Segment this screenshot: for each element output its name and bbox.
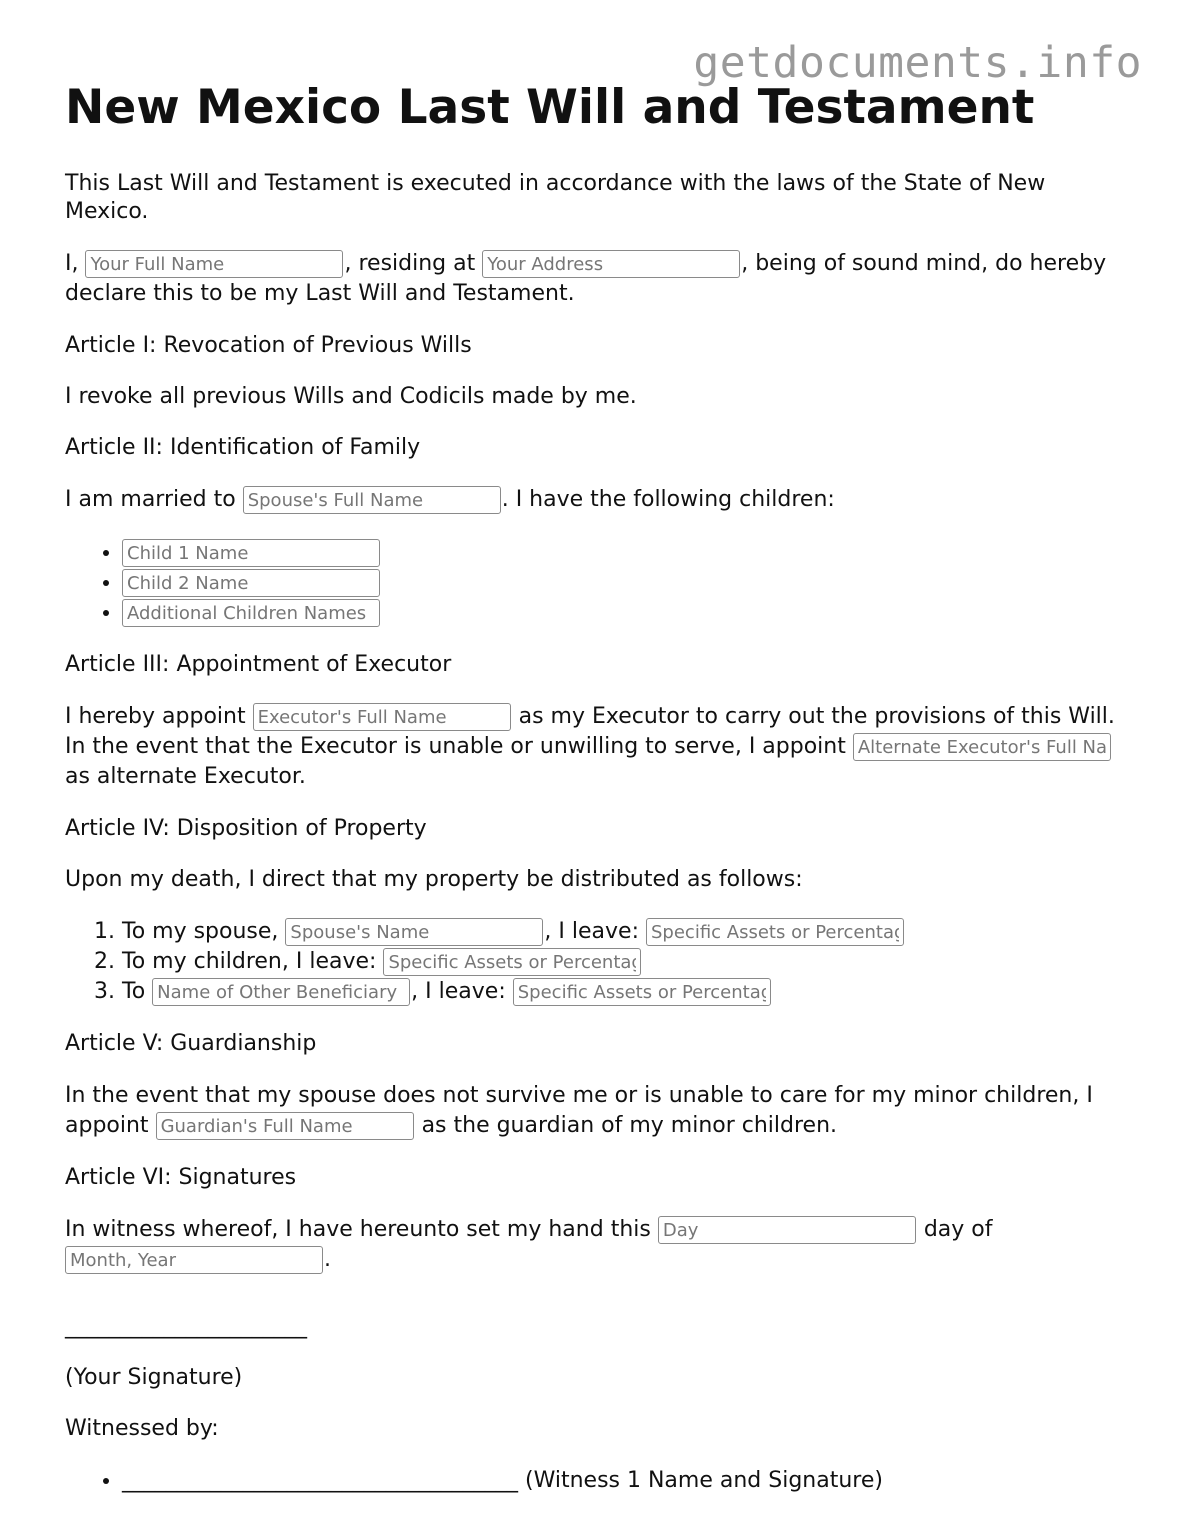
guardian-suffix: as the guardian of my minor children. (421, 1113, 838, 1138)
guardian-paragraph (65, 1081, 1125, 1141)
witness-list (65, 1466, 1125, 1496)
list-item (122, 947, 1125, 977)
date-mid: day of (923, 1217, 993, 1242)
list-item (122, 598, 1125, 628)
additional-children-input[interactable] (122, 599, 380, 627)
month-year-input[interactable] (65, 1246, 323, 1274)
alternate-executor-input[interactable] (853, 733, 1111, 761)
child-1-name-input[interactable] (122, 539, 380, 567)
executor-mid: as my Executor to carry out the provisions of this Will. In the event that the Executor is unable or unwilling to serve, I appoint (65, 704, 1115, 759)
intro-paragraph: This Last Will and Testament is executed in accordance with the laws of the State of New Mexico. (65, 171, 1046, 224)
marriage-paragraph (65, 485, 1125, 515)
married-prefix: I am married to (65, 487, 236, 512)
watermark: getdocuments.info (693, 38, 1142, 88)
spouse-full-name-input[interactable] (243, 486, 501, 514)
article-4-intro: Upon my death, I direct that my property be distributed as follows: (65, 867, 803, 892)
children-list (65, 538, 1125, 628)
full-name-input[interactable] (85, 250, 343, 278)
page-title: New Mexico Last Will and Testament (65, 80, 1035, 135)
declaration-suffix: , being of sound mind, do hereby declare this to be my Last Will and Testament. (65, 251, 1107, 306)
article-2-heading: Article II: Identification of Family (65, 435, 421, 460)
spouse-assets-input[interactable] (646, 918, 904, 946)
article-6-heading: Article VI: Signatures (65, 1165, 297, 1190)
child-2-name-input[interactable] (122, 569, 380, 597)
signature-line: ______________________ (65, 1314, 307, 1339)
date-prefix: In witness whereof, I have hereunto set my hand this (65, 1217, 651, 1242)
witness-1-line: ____________________________________ (122, 1468, 518, 1493)
item-3-prefix: To (122, 979, 146, 1004)
list-item (122, 977, 1125, 1007)
item-2-prefix: To my children, I leave: (122, 949, 377, 974)
article-3-heading: Article III: Appointment of Executor (65, 652, 452, 677)
article-5-heading: Article V: Guardianship (65, 1031, 317, 1056)
item-1-mid: , I leave: (544, 919, 639, 944)
day-input[interactable] (658, 1216, 916, 1244)
married-suffix: . I have the following children: (501, 487, 835, 512)
children-assets-input[interactable] (383, 948, 641, 976)
witness-1-label: (Witness 1 Name and Signature) (525, 1468, 883, 1493)
article-1-heading: Article I: Revocation of Previous Wills (65, 333, 472, 358)
executor-prefix: I hereby appoint (65, 704, 246, 729)
signature-label: (Your Signature) (65, 1365, 243, 1390)
list-item (122, 538, 1125, 568)
spouse-name-input[interactable] (285, 918, 543, 946)
item-1-prefix: To my spouse, (122, 919, 279, 944)
executor-name-input[interactable] (253, 703, 511, 731)
list-item (122, 568, 1125, 598)
address-input[interactable] (482, 250, 740, 278)
witness-date-paragraph (65, 1215, 1125, 1275)
declaration-mid: , residing at (344, 251, 476, 276)
item-3-mid: , I leave: (411, 979, 506, 1004)
executor-paragraph (65, 702, 1125, 792)
witnessed-by-label: Witnessed by: (65, 1416, 219, 1441)
guardian-prefix: In the event that my spouse does not survive me or is unable to care for my minor children, I appoint (65, 1083, 1093, 1138)
other-beneficiary-input[interactable] (152, 978, 410, 1006)
article-4-heading: Article IV: Disposition of Property (65, 816, 427, 841)
article-1-text: I revoke all previous Wills and Codicils made by me. (65, 384, 637, 409)
list-item (122, 1466, 1125, 1496)
guardian-name-input[interactable] (156, 1112, 414, 1140)
declaration-prefix: I, (65, 251, 79, 276)
document-body (65, 170, 1125, 1519)
date-suffix: . (324, 1247, 331, 1272)
disposition-list (65, 917, 1125, 1007)
other-beneficiary-assets-input[interactable] (513, 978, 771, 1006)
declaration-paragraph (65, 249, 1125, 309)
executor-suffix: as alternate Executor. (65, 764, 306, 789)
list-item (122, 917, 1125, 947)
